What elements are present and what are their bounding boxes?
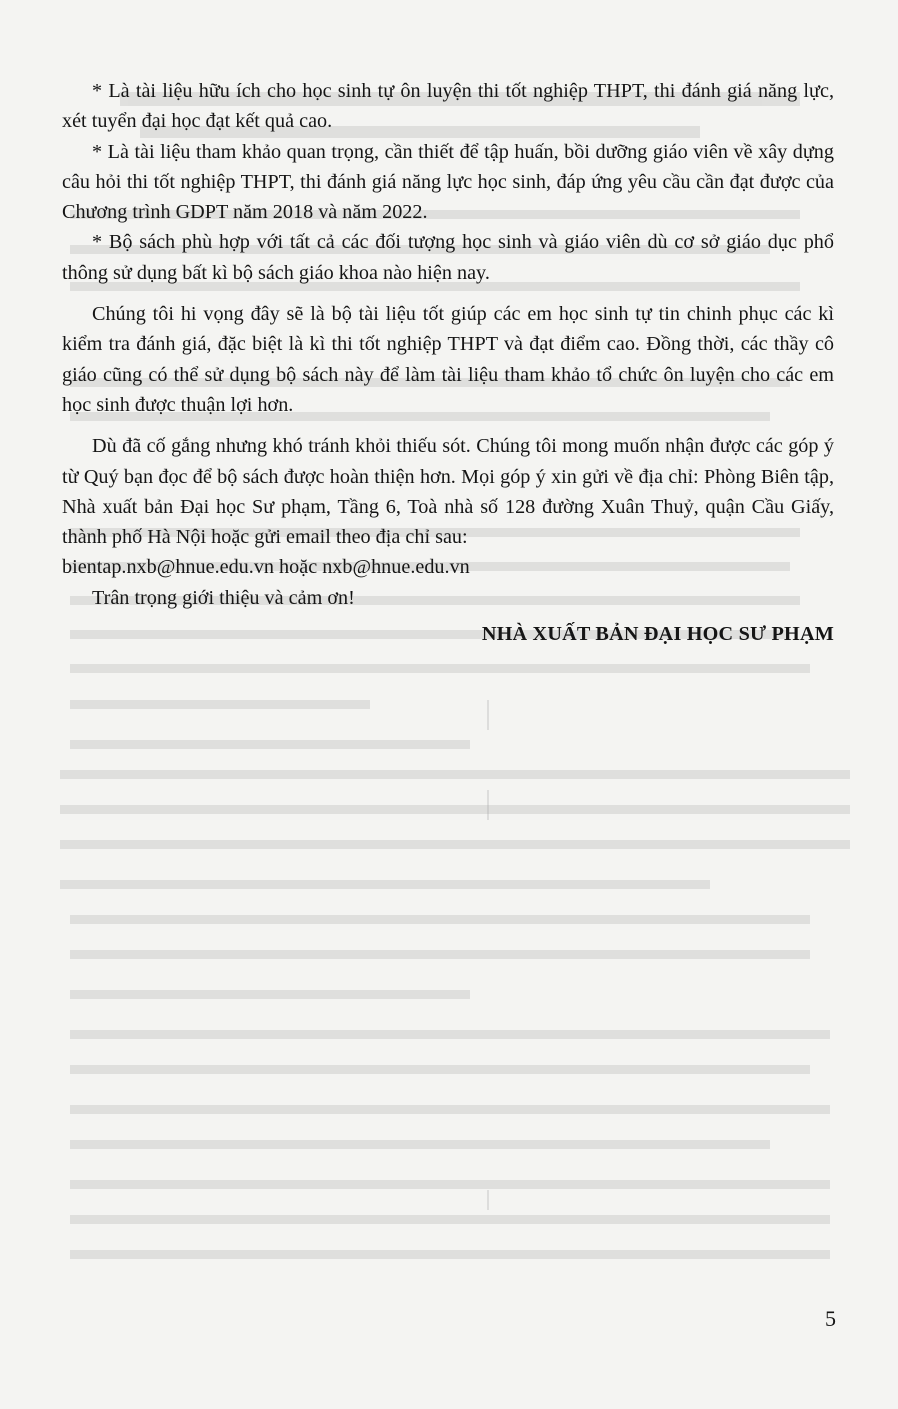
paragraph-feedback: Dù đã cố gắng nhưng khó tránh khỏi thiếu sót. Chúng tôi mong muốn nhận được các góp ý từ Quý bạn đọc để bộ sách được hoàn thiện hơn. Mọi góp ý xin gửi về địa chỉ: Phòng Biên tập, Nhà xuất bản Đại học Sư phạm, Tầng 6, Toà nhà số 128 đường Xuân Thuỷ, quận Cầu Giấy, thành phố Hà Nội hoặc gửi email theo địa chỉ sau:: [62, 435, 834, 549]
paragraph-bullet-2: * Là tài liệu tham khảo quan trọng, cần thiết để tập huấn, bồi dưỡng giáo viên về xây dựng câu hỏi thi tốt nghiệp THPT, thi đánh giá năng lực học sinh, đáp ứng yêu cầu cần đạt được của Chương trình GDPT năm 2018 và năm 2022.: [62, 140, 834, 224]
paragraph-bullet-1: * Là tài liệu hữu ích cho học sinh tự ôn luyện thi tốt nghiệp THPT, thi đánh giá năng lực, xét tuyển đại học đạt kết quả cao.: [62, 80, 834, 133]
paragraph-hope: Chúng tôi hi vọng đây sẽ là bộ tài liệu tốt giúp các em học sinh tự tin chinh phục các kì kiểm tra đánh giá, đặc biệt là kì thi tốt nghiệp THPT và đạt điểm cao. Đồng thời, các thầy cô giáo cũng có thể sử dụng bộ sách này để làm tài liệu tham khảo tổ chức ôn luyện cho các em học sinh được thuận lợi hơn.: [62, 303, 834, 416]
email-line: bientap.nxb@hnue.edu.vn hoặc nxb@hnue.edu.vn: [62, 556, 470, 579]
page-number: 5: [825, 1306, 836, 1331]
publisher-signature: NHÀ XUẤT BẢN ĐẠI HỌC SƯ PHẠM: [481, 623, 834, 646]
paragraph-bullet-3: * Bộ sách phù hợp với tất cả các đối tượng học sinh và giáo viên dù cơ sở giáo dục phổ thông sử dụng bất kì bộ sách giáo khoa nào hiện nay.: [62, 231, 834, 284]
paragraph-thanks: Trân trọng giới thiệu và cảm ơn!: [92, 586, 355, 609]
document-body: [62, 76, 834, 649]
